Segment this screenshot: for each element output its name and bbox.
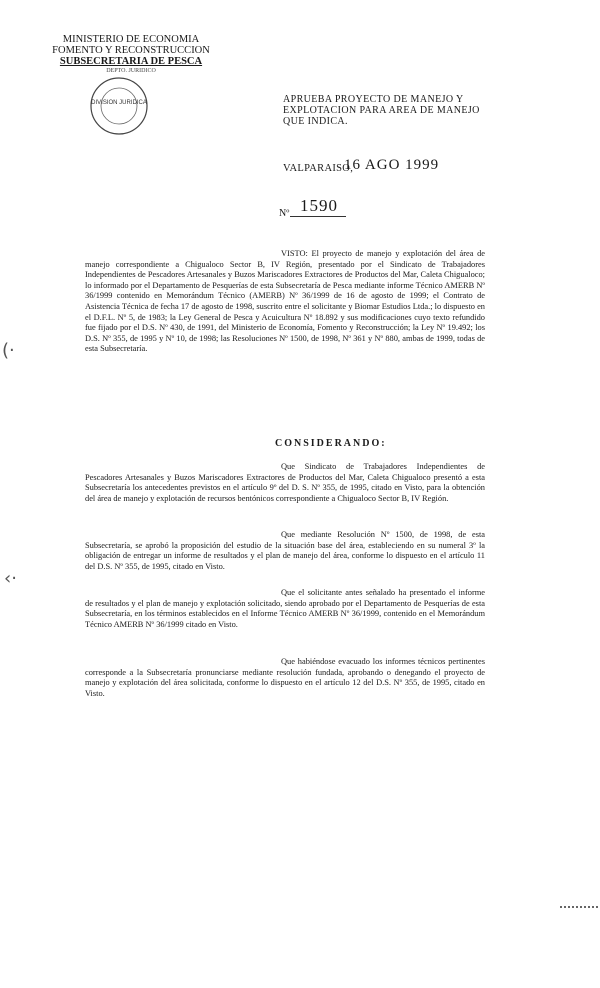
- considerando-paragraph: [85, 462, 485, 504]
- considerando-paragraph: [85, 588, 485, 630]
- considerando-paragraph: [85, 657, 485, 699]
- resolution-number: 1590: [300, 196, 338, 215]
- department-name: DEPTO. JURIDICO: [106, 68, 156, 74]
- round-stamp: [72, 72, 166, 136]
- hole-punch-mark: (·: [2, 340, 15, 361]
- hole-punch-mark: ‹·: [4, 568, 17, 589]
- considerando-text: Que Sindicato de Trabajadores Independientes de Pescadores Artesanales y Buzos Mariscadores Extractores de Productos del Mar, Caleta Chigualoco presentó a esta Subsecretaría los antecedentes previstos en el artículo 9º del D. S. Nº 355, de 1995, citado en Visto, para la obtención del área de manejo y explotación de recursos bentónicos correspondiente a Chigualoco Sector B, IV Región.: [85, 462, 485, 503]
- date-stamp: 16 AGO 1999: [344, 157, 440, 173]
- considerando-text: Que el solicitante antes señalado ha presentado el informe de resultados y el plan de manejo y explotación solicitado, siendo aprobado por el Departamento de Pesquerías de esta Subsecretaría, en los términos establecidos en el Informe Técnico AMERB Nº 36/1999, contenido en el Memorándum Técnico AMERB Nº 36/1999 citado en Visto.: [85, 588, 485, 629]
- ministry-header: [36, 34, 226, 75]
- stamp-text: DIVISION JURIDICA: [91, 100, 147, 106]
- number-prefix: Nº: [279, 208, 290, 219]
- document-subject: APRUEBA PROYECTO DE MANEJO Y EXPLOTACION PARA AREA DE MANEJO QUE INDICA.: [283, 94, 480, 127]
- subsecretaria-name: SUBSECRETARIA DE PESCA: [59, 56, 203, 67]
- visto-text: VISTO: El proyecto de manejo y explotación del área de manejo correspondiente a Chigualoco Sector B, IV Región, presentado por el Sindicato de Trabajadores Independientes de Pescadores Artesanales y Buzos Mariscadores Extractores de Productos del Mar, Caleta Chigualoco; lo informado por el Departamento de Pesquerías de esta Subsecretaría de Pesca mediante informe Técnico AMERB Nº 36/1999 contenido en Memorándum Técnico (AMERB) Nº 36/1999 de 16 de agosto de 1999; el Contrato de Asistencia Técnica de fecha 17 de agosto de 1998, suscrito entre el solicitante y Biomar Estudios Ltda.; lo dispuesto en el D.F.L. Nº 5, de 1983; la Ley General de Pesca y Acuicultura Nº 18.892 y sus modificaciones cuyo texto refundido fue fijado por el D.S. Nº 430, de 1991, del Ministerio de Economía, Fomento y Reconstrucción; la Ley Nº 19.492; los D.S. Nº 355, de 1995 y Nº 10, de 1998; las Resoluciones Nº 1500, de 1998, Nº 361 y Nº 880, ambas de 1999, todas de esta Subsecretaría.: [85, 249, 485, 354]
- stamp-seal-icon: [72, 72, 166, 136]
- considerando-heading: CONSIDERANDO:: [275, 438, 387, 449]
- number-underline: [290, 216, 346, 217]
- considerando-text: Que habiéndose evacuado los informes técnicos pertinentes corresponde a la Subsecretaría pronunciarse mediante resolución fundada, aprobando o denegando el proyecto de manejo y explotación del área solicitada, conforme lo dispuesto en el artículo 12 del D.S. Nº 355, de 1995, citado en Visto.: [85, 657, 485, 698]
- scan-edge-mark: [560, 906, 598, 908]
- ministry-subname: FOMENTO Y RECONSTRUCCION: [52, 45, 210, 56]
- considerando-text: Que mediante Resolución Nº 1500, de 1998, de esta Subsecretaría, se aprobó la proposición del estudio de la situación base del área, estableciendo en su numeral 3º la obligación de entregar un informe de resultados y el plan de manejo del área, conforme lo dispuesto en el artículo 11 del D.S. Nº 355, de 1995, citado en Visto.: [85, 530, 485, 571]
- place-label: VALPARAISO,: [283, 163, 354, 174]
- considerando-paragraph: [85, 530, 485, 572]
- ministry-name: MINISTERIO DE ECONOMIA: [62, 34, 200, 45]
- visto-paragraph: [85, 249, 485, 355]
